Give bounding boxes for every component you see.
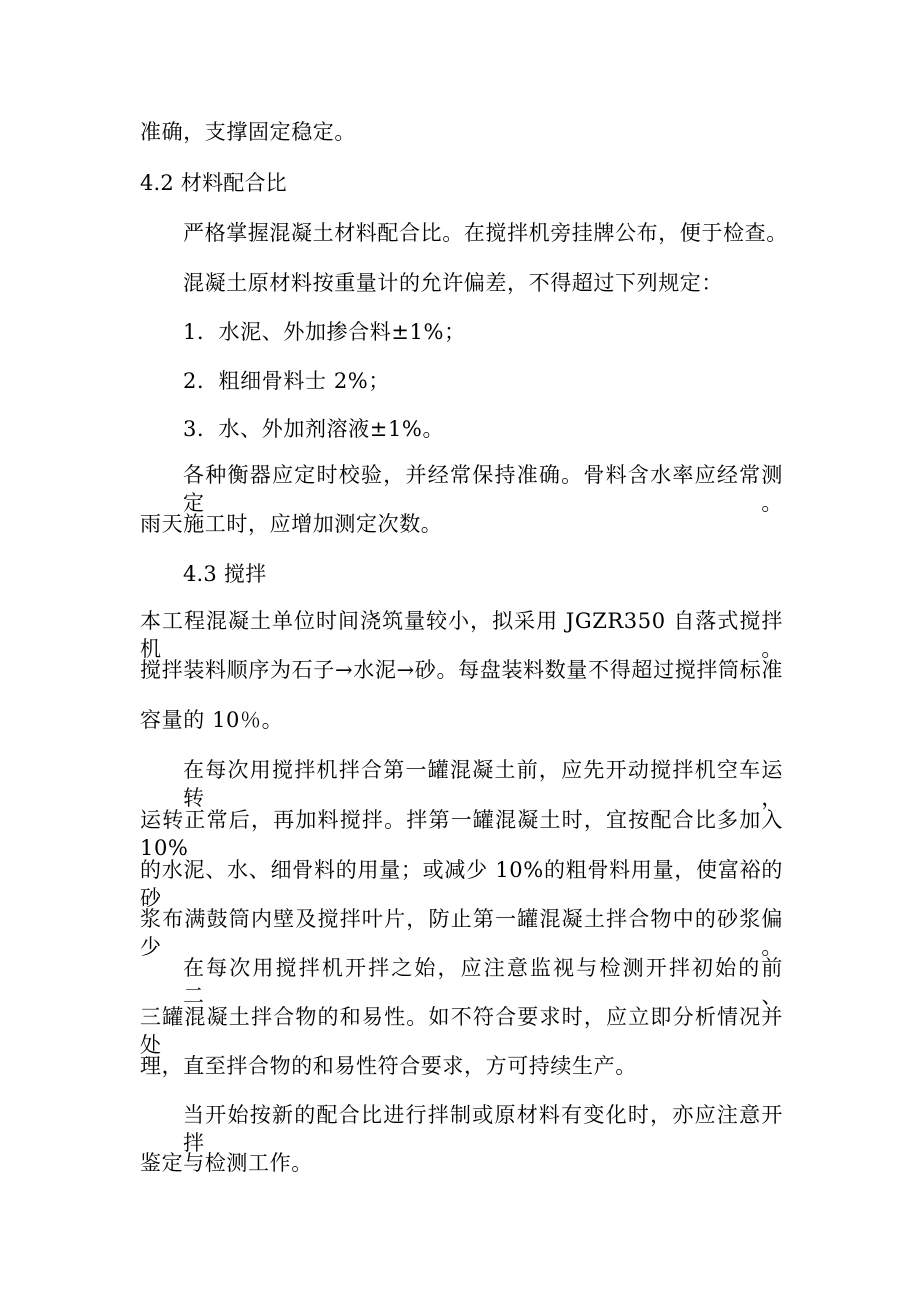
paragraph-line-monitor-1: 在每次用搅拌机开拌之始，应注意监视与检测开拌初始的前二、 [183,956,783,1008]
paragraph-line-first-batch-3: 的水泥、水、细骨料的用量；或减少 10%的粗骨料用量，使富裕的砂 [140,858,783,910]
paragraph-line-tolerance: 混凝土原材料按重量计的允许偏差，不得超过下列规定： [183,271,723,295]
paragraph-line-first-batch-4: 浆布满鼓筒内壁及搅拌叶片，防止第一罐混凝土拌合物中的砂浆偏少。 [140,907,783,959]
paragraph-line-new-ratio-1: 当开始按新的配合比进行拌制或原材料有变化时，亦应注意开拌 [183,1103,783,1155]
paragraph-line-calibration: 各种衡器应定时校验，并经常保持准确。骨料含水率应经常测定。 [183,463,783,515]
paragraph-line-rain: 雨天施工时，应增加测定次数。 [140,512,443,536]
text-line-1: 准确，支撑固定稳定。 [140,120,356,144]
list-item-2: 2．粗细骨料士 2%； [183,369,390,393]
paragraph-line-first-batch-1: 在每次用搅拌机拌合第一罐混凝土前，应先开动搅拌机空车运转， [183,758,783,810]
paragraph-line-new-ratio-2: 鉴定与检测工作。 [140,1151,313,1175]
paragraph-line-first-batch-2: 运转正常后，再加料搅拌。拌第一罐混凝土时，宜按配合比多加入 10% [140,808,783,860]
paragraph-line-loading-order: 搅拌装料顺序为石子→水泥→砂。每盘装料数量不得超过搅拌筒标准 [140,658,783,682]
paragraph-line-mixer: 本工程混凝土单位时间浇筑量较小，拟采用 JGZR350 自落式搅拌机。 [140,609,783,661]
paragraph-line-monitor-2: 三罐混凝土拌合物的和易性。如不符合要求时，应立即分析情况并处 [140,1005,783,1057]
paragraph-line-mix-ratio: 严格掌握混凝土材料配合比。在搅拌机旁挂牌公布，便于检查。 [183,221,788,245]
section-heading-4-2: 4.2 材料配合比 [140,171,287,195]
paragraph-line-monitor-3: 理，直至拌合物的和易性符合要求，方可持续生产。 [140,1054,637,1078]
paragraph-line-capacity: 容量的 10％。 [140,708,284,732]
list-item-1: 1．水泥、外加掺合料±1%； [183,320,466,344]
section-heading-4-3: 4.3 搅拌 [183,562,267,586]
list-item-3: 3．水、外加剂溶液±1%。 [183,417,445,441]
